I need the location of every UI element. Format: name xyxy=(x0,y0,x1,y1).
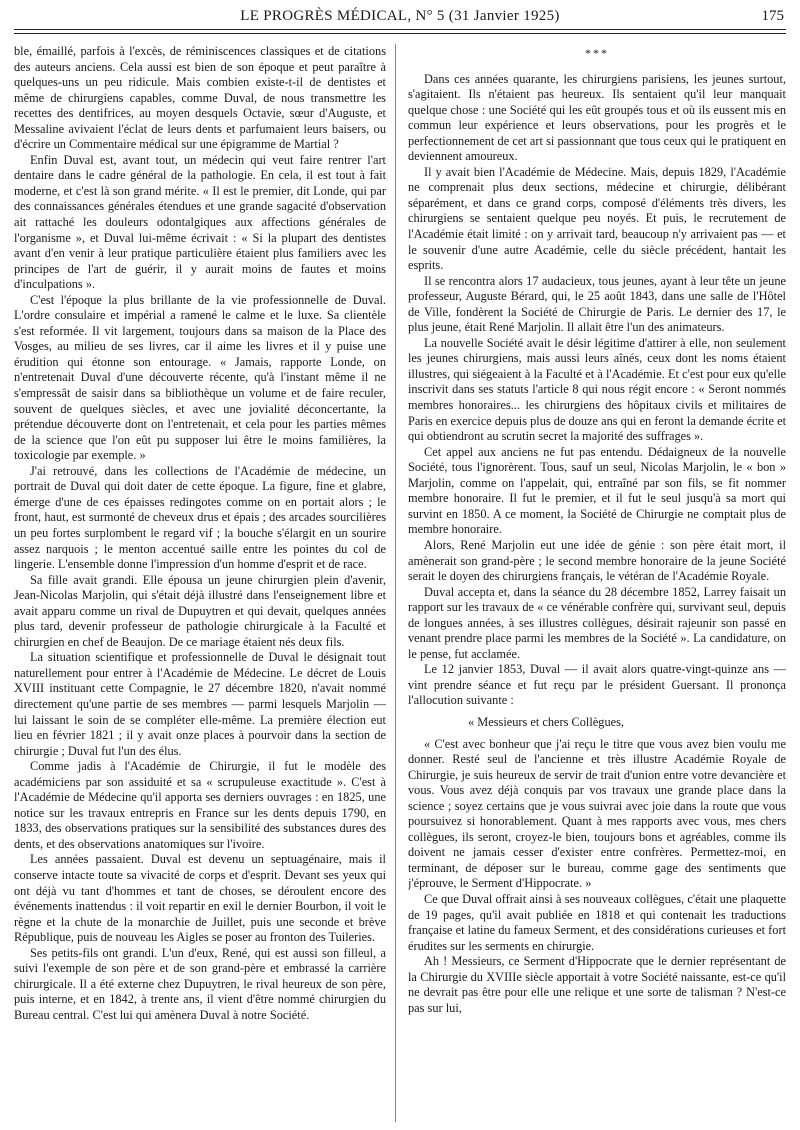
section-mark-asterism: *** xyxy=(585,46,609,60)
paragraph: Enfin Duval est, avant tout, un médecin qui veut faire rentrer l'art dentaire dans le cadre général de la pathologie. En cela, il est tout à fait moderne, et c'est là son grand mérite. « Il est le premier, dit Londe, qui par des connaissances générales étendues et une grande sagacité d'observation ait rattaché les douleurs odontalgiques aux affections générales de l'organisme », et Duval lui-même écrivait : « Si la plupart des dentistes avant d'en venir à leur pratique particulière étaient plus familiers avec les principes de l'art de guérir, il y aurait moins de fautes et moins d'inculpations ». xyxy=(14,152,386,292)
speech-paragraph: « C'est avec bonheur que j'ai reçu le titre que vous avez bien voulu me donner. Resté seul de l'ancienne et très illustre Académie Royale de Chirurgie, je suis heureux de servir de trait d'union entre votre devancière et vous. Vous avez déjà conquis par vos travaux une grande place dans la science ; soyez certains que je vous suivrai avec joie dans la route que vous poursuivez si honorablement. Quant à mes rapports avec vous, mes chers collègues, ils seront, croyez-le bien, toujours bons et agréables, comme ils doivent ne jamais cesser d'exister entre confrères. Permettez-moi, en terminant, de déposer sur le bureau, comme gage des sentiments que j'éprouve, le Serment d'Hippocrate. » xyxy=(408,736,786,891)
paragraph: Ses petits-fils ont grandi. L'un d'eux, René, qui est aussi son filleul, a suivi l'exemple de son père et de son grand-père et embrassé la carrière chirurgicale. Il a été externe chez Dupuytren, le rival heureux de son père, puis interne, et en 1842, à trente ans, il vient d'être nommé chirurgien du Bureau central. C'est lui qui amènera Duval à notre Société. xyxy=(14,945,386,1022)
header-rule-top xyxy=(14,29,786,30)
paragraph: Les années passaient. Duval est devenu un septuagénaire, mais il conserve intacte toute sa vivacité de corps et d'esprit. Devant ses yeux qui ont déjà vu tant d'hommes et tant de choses, se déroulent encore des événements inattendus : il voit repartir en exil le dernier Bourbon, il voit le règne et la chute de la monarchie de Juillet, puis une seconde et brève République, puis de nouveau les Aigles se poser au fronton des Tuileries. xyxy=(14,852,386,945)
header-rule-bottom xyxy=(14,33,786,34)
paragraph: C'est l'époque la plus brillante de la vie professionnelle de Duval. L'ordre consulaire et impérial a ramené le calme et le luxe. Sa clientèle s'est reformée. Il vit largement, toujours dans sa maison de la Place des Vosges, au milieu de ses livres, car il aime les livres et il y puise une érudition qui étonne son entourage. « Jamais, rapporte Londe, on n'entretenait Duval d'une découverte récente, qu'à l'instant même il ne s'empressât de saisir dans sa bibliothèque un volume et de faire reculer, souvent de quelques siècles, et avec une jovialité déconcertante, la prétendue découverte dont on l'entretenait, et cela pour les parties mêmes de la science que l'on eût pu supposer lui être le moins familières, la toxicologie par exemple. » xyxy=(14,292,386,463)
speech-salutation: « Messieurs et chers Collègues, xyxy=(468,714,624,729)
paragraph: Duval accepta et, dans la séance du 28 décembre 1852, Larrey faisait un rapport sur les travaux de « ce vénérable confrère qui, survivant seul, depuis de longues années, à ses illustres collègues, désirait rajeunir son passé en venant prendre place parmi les membres de la Société ». La candidature, on le pense, fut acclamée. xyxy=(408,584,786,661)
paragraph: Le 12 janvier 1853, Duval — il avait alors quatre-vingt-quinze ans — vint prendre séance et fut reçu par le président Guersant. Il prononça l'allocution suivante : xyxy=(408,662,786,708)
paragraph: ble, émaillé, parfois à l'excès, de réminiscences classiques et de citations des auteurs anciens. Cela aussi est bien de son époque et peut paraître à quelques-uns un peu ridicule. Mais combien existe-t-il de dentistes et même de chirurgiens capables, comme Duval, de nous transmettre les recettes des dentifrices, au moyen desquels Octavie, sœur d'Auguste, et Messaline avivaient l'éclat de leurs dents et parfumaient leurs baisers, ou d'écrire un Commentaire médical sur une épigramme de Martial ? xyxy=(14,44,386,152)
paragraph: Ce que Duval offrait ainsi à ses nouveaux collègues, c'était une plaquette de 19 pages, qu'il avait publiée en 1818 et qui contenait les traductions française et latine du fameux Serment, et des considérations curieuses et fort érudites sur les serments en chirurgie. xyxy=(408,891,786,953)
paragraph: Cet appel aux anciens ne fut pas entendu. Dédaigneux de la nouvelle Société, tous l'ignorèrent. Tous, sauf un seul, Nicolas Marjolin, le « bon » Marjolin, comme on l'appelait, qui, entraîné par son fils, se fit nommer membre honoraire. Il fut le premier, et il fut le seul jusqu'à sa mort qui survint en 1850. A ce moment, la Société de Chirurgie ne comptait plus de membre honoraire. xyxy=(408,444,786,537)
journal-title: LE PROGRÈS MÉDICAL, N° 5 (31 Janvier 1925) xyxy=(240,8,560,24)
right-column xyxy=(408,44,786,1124)
paragraph: J'ai retrouvé, dans les collections de l'Académie de médecine, un portrait de Duval qui doit dater de cette époque. La figure, fine et glabre, émerge d'une de ces épaisses redingotes comme on en portait alors ; le front, haut, est surmonté de cheveux drus et épais ; des arcades sourcilières un peu fortes surplombent le regard vif ; la bouche s'élargit en un sourire assez narquois ; le menton accentué saille entre les pointes du col de lingerie. L'ensemble donne l'impression d'un homme d'esprit et de race. xyxy=(14,463,386,572)
paragraph: Alors, René Marjolin eut une idée de génie : son père était mort, il amènerait son grand-père ; le second membre honoraire de la jeune Société serait le doyen des chirurgiens français, le vétéran de l'Académie Royale. xyxy=(408,537,786,584)
column-divider xyxy=(395,44,396,1122)
running-header xyxy=(14,6,786,28)
page-number: 175 xyxy=(761,8,784,24)
paragraph: Ah ! Messieurs, ce Serment d'Hippocrate que le dernier représentant de la Chirurgie du XVIIIe siècle apportait à votre Société naissante, est-ce qu'il ne devrait pas être pour elle une relique et une sorte de talisman ? N'est-ce pas sur lui, xyxy=(408,954,786,1015)
paragraph: Comme jadis à l'Académie de Chirurgie, il fut le modèle des académiciens par son assiduité et sa « scrupuleuse exactitude ». C'est à l'Académie de Médecine qu'il apporta ses derniers ouvrages : en 1825, une notice sur les travaux entrepris en France sur les dents depuis 1790, en 1833, des observations pratiques sur la sensibilité des substances dures des dents, et des observations anatomiques sur l'ivoire. xyxy=(14,759,386,851)
left-column xyxy=(14,44,386,1124)
paragraph: La situation scientifique et professionnelle de Duval le désignait tout naturellement pour entrer à l'Académie de Médecine. Le décret de Louis XVIII instituant cette Compagnie, le 27 décembre 1820, n'avait nommé directement qu'une partie de ses membres — parmi lesquels Marjolin — lui laissant le soin de se compléter elle-même. La première élection eut lieu en février 1821 ; il y avait onze places à pourvoir dans la section de chirurgie ; Duval fut l'un des élus. xyxy=(14,650,386,758)
paragraph: La nouvelle Société avait le désir légitime d'attirer à elle, non seulement les jeunes chirurgiens, mais aussi leurs aînés, ceux dont les noms étaient illustres, qui siégeaient à la Faculté et à l'Académie. Et c'est pour eux qu'elle inscrivit dans ses statuts l'article 8 qui nous régit encore : « Seront nommés membres honoraires... les chirurgiens des hôpitaux civils et militaires de Paris en exercice depuis plus de douze ans qui en feront la demande écrite et qui obtiendront au scrutin secret la majorité des suffrages ». xyxy=(408,335,786,444)
paragraph: Dans ces années quarante, les chirurgiens parisiens, les jeunes surtout, s'agitaient. Ils n'étaient pas heureux. Ils sentaient qu'il leur manquait quelque chose : une Société qui les eût groupés tous et où ils eussent mis en commun leur expérience et leurs observations, pour les progrès et le perfectionnement de cet art si passionnant que tous ceux qui le pratiquent en deviennent amoureux. xyxy=(408,71,786,164)
paragraph: Sa fille avait grandi. Elle épousa un jeune chirurgien plein d'avenir, Jean-Nicolas Marjolin, qui s'était déjà illustré dans l'enseignement libre et avait apparu comme un rival de Dupuytren et qui devait, quelques années plus tard, devenir professeur de pathologie chirurgicale à la Faculté et chirurgien en chef de Beaujon. De ce mariage étaient nés deux fils. xyxy=(14,572,386,649)
paragraph: Il y avait bien l'Académie de Médecine. Mais, depuis 1829, l'Académie ne comprenait plus deux sections, médecine et chirurgie, délibérant séparément, et dans ce grand corps, composé d'éléments très divers, les chirurgiens se sentaient quelque peu noyés. Et puis, le recrutement de l'Académie était limité : on y arrivait tard, beaucoup n'y arrivaient pas — et le souvenir d'une autre Académie, celle du siècle précédent, hantait les esprits. xyxy=(408,164,786,273)
paragraph: Il se rencontra alors 17 audacieux, tous jeunes, ayant à leur tête un jeune professeur, Auguste Bérard, qui, le 25 août 1843, dans une salle de l'Hôtel de Ville, fondèrent la Société de Chirurgie de Paris. Le dernier des 17, le plus jeune, était René Marjolin. Il allait être l'un des animateurs. xyxy=(408,273,786,335)
